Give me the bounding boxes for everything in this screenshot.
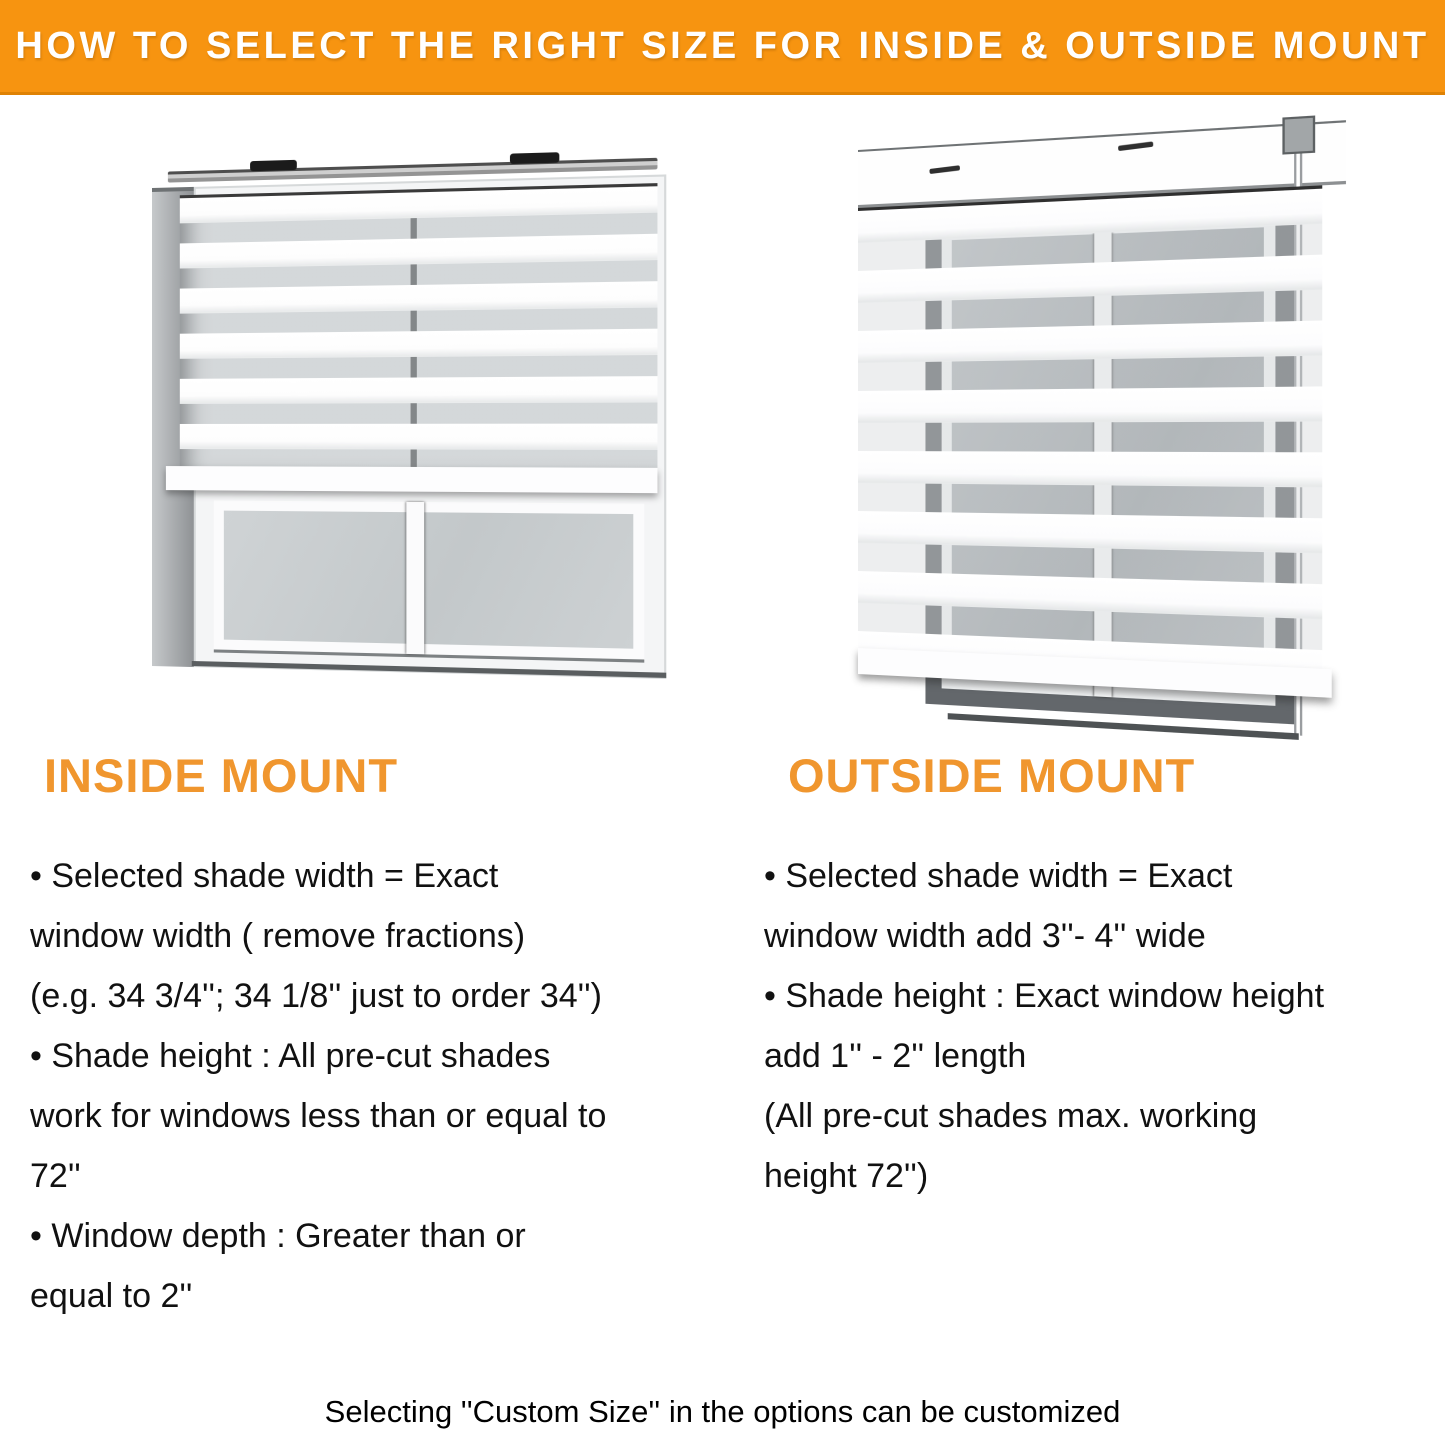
bullet-line: window width add 3''- 4'' wide xyxy=(764,917,1206,955)
bullet-line: 72'' xyxy=(30,1157,81,1195)
footer-note: Selecting ''Custom Size'' in the options can be customized xyxy=(324,1394,1121,1429)
bullet-line: (All pre-cut shades max. working xyxy=(764,1097,1258,1135)
bullet-line: work for windows less than or equal to xyxy=(30,1097,607,1135)
shade-bottom-bar xyxy=(166,466,658,493)
inside-mount-illustration xyxy=(152,148,647,716)
bullet-line: • Window depth : Greater than or xyxy=(30,1217,526,1255)
mounting-bracket-icon xyxy=(250,160,297,171)
zebra-shade-stripes xyxy=(858,189,1322,669)
mounting-bracket-icon xyxy=(510,152,559,164)
inside-mount-bullets xyxy=(30,846,745,1326)
outside-mount-scene xyxy=(858,97,1362,778)
bullet-line: • Shade height : Exact window height xyxy=(764,977,1325,1015)
outside-mount-heading: OUTSIDE MOUNT xyxy=(788,749,1196,802)
window-glass xyxy=(214,500,644,659)
mounting-bracket-icon xyxy=(1282,115,1315,154)
zebra-shade xyxy=(858,185,1322,668)
bullet-line: • Shade height : All pre-cut shades xyxy=(30,1037,551,1075)
bullet-line: height 72'') xyxy=(764,1157,929,1195)
bullet-line: • Selected shade width = Exact xyxy=(764,857,1233,895)
banner-title: HOW TO SELECT THE RIGHT SIZE FOR INSIDE & OUTSIDE MOUNT xyxy=(15,24,1430,67)
zebra-shade-stripes xyxy=(180,186,658,470)
bullet-line: window width ( remove fractions) xyxy=(30,917,526,955)
bullet-line: (e.g. 34 3/4''; 34 1/8'' just to order 34'') xyxy=(30,977,602,1015)
window-mullion xyxy=(406,502,424,654)
outside-mount-illustration xyxy=(858,130,1323,745)
inside-mount-scene xyxy=(152,132,670,732)
inside-mount-heading: INSIDE MOUNT xyxy=(44,749,399,802)
bullet-line: add 1'' - 2'' length xyxy=(764,1037,1027,1075)
outside-mount-bullets xyxy=(764,846,1439,1206)
bullet-line: equal to 2'' xyxy=(30,1277,193,1315)
bullet-line: • Selected shade width = Exact xyxy=(30,857,499,895)
header-banner xyxy=(0,0,1445,95)
zebra-shade xyxy=(180,183,658,470)
